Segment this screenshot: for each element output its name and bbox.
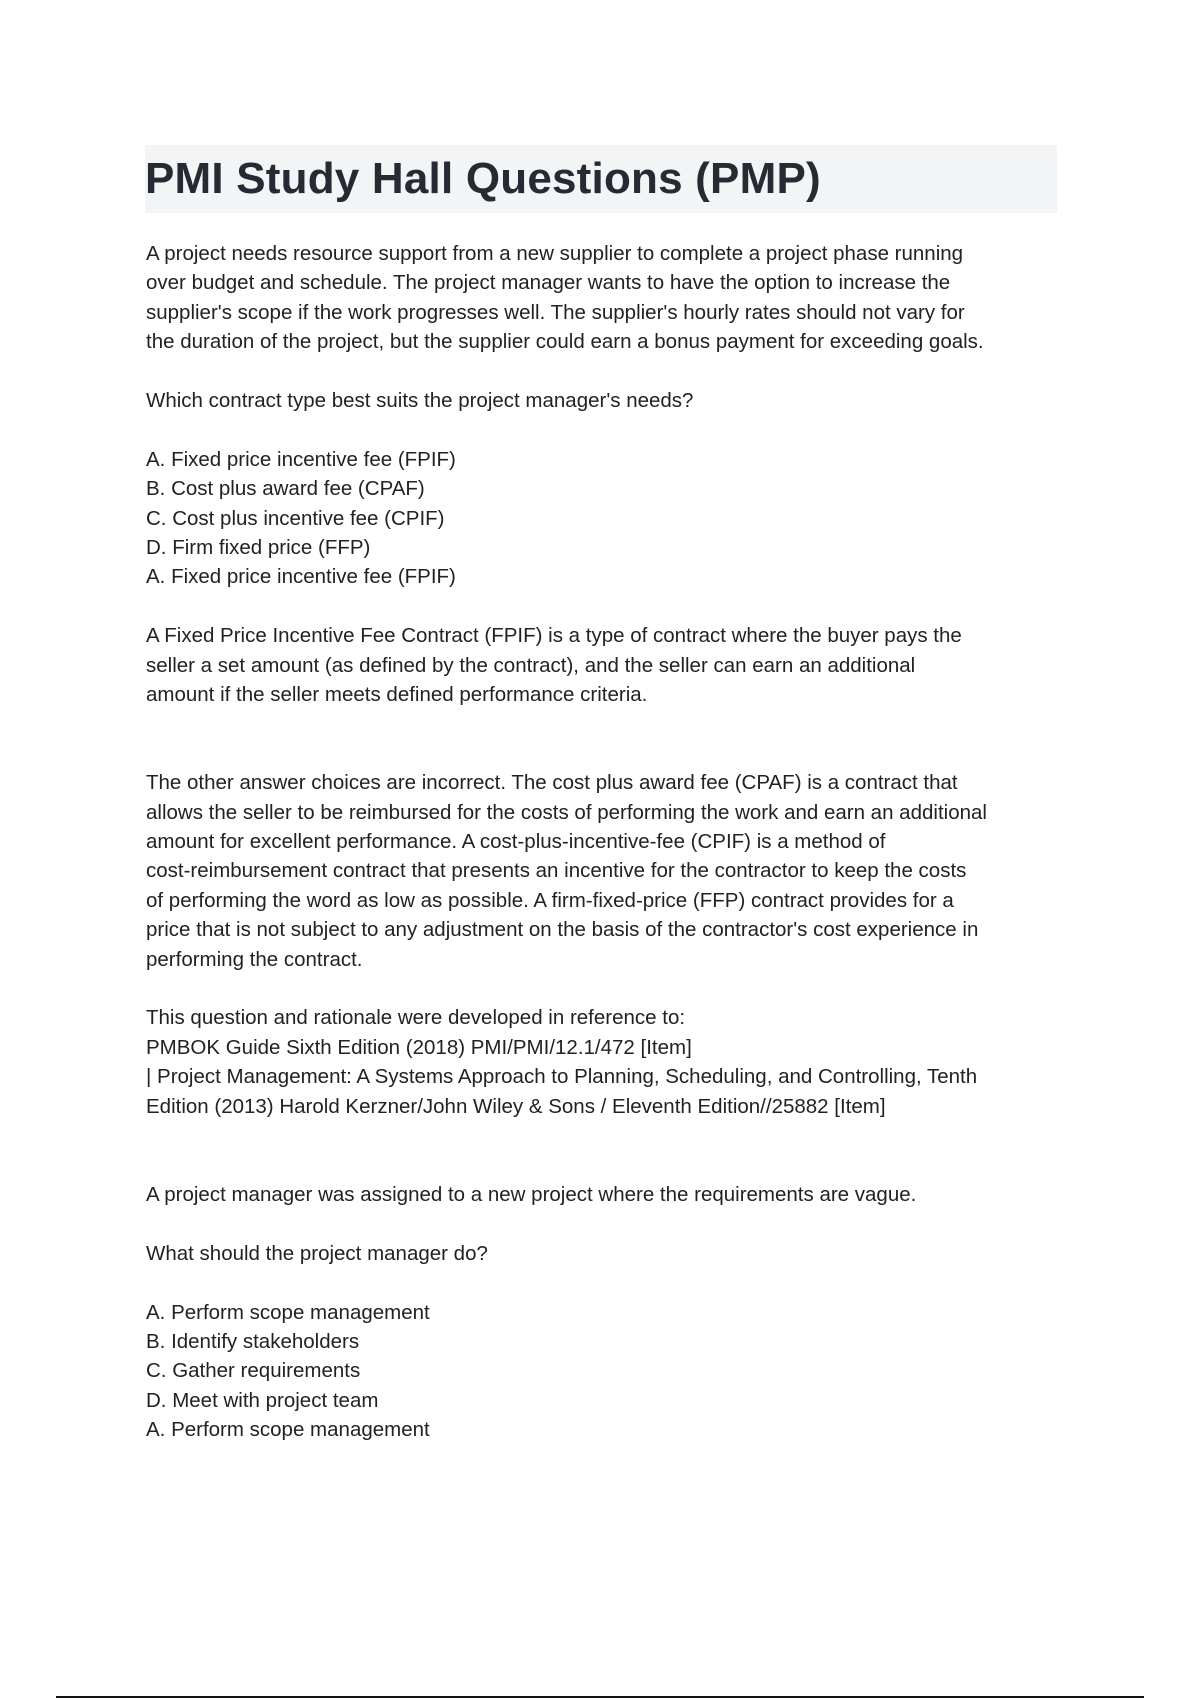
question-1-rationale-line: performing the contract. [146, 947, 363, 971]
question-1-stem-line: the duration of the project, but the supplier could earn a bonus payment for exceeding goals. [146, 330, 984, 354]
question-1-rationale-line: amount for excellent performance. A cost-plus-incentive-fee (CPIF) is a method of [146, 830, 886, 854]
question-1-reference-line: Edition (2013) Harold Kerzner/John Wiley & Sons / Eleventh Edition//25882 [Item] [146, 1094, 886, 1118]
question-1-rationale [146, 768, 1066, 974]
question-2-option-d: D. Meet with project team [146, 1388, 379, 1412]
question-1-option-c: C. Cost plus incentive fee (CPIF) [146, 506, 445, 530]
question-1-rationale-line: The other answer choices are incorrect. The cost plus award fee (CPAF) is a contract that [146, 771, 958, 795]
question-1-stem [146, 239, 1066, 357]
question-1-option-a: A. Fixed price incentive fee (FPIF) [146, 447, 456, 471]
question-2-stem [146, 1180, 1066, 1209]
page-title: PMI Study Hall Questions (PMP) [145, 154, 821, 203]
document-body [146, 239, 1066, 1474]
question-1-reference-line: This question and rationale were developed in reference to: [146, 1006, 686, 1030]
question-1-reference-line: | Project Management: A Systems Approach to Planning, Scheduling, and Controlling, Tenth [146, 1065, 978, 1089]
question-1-prompt: Which contract type best suits the project manager's needs? [146, 389, 694, 413]
question-2-option-c: C. Gather requirements [146, 1359, 361, 1383]
question-1-reference [146, 1003, 1066, 1121]
question-1-stem-line: supplier's scope if the work progresses well. The supplier's hourly rates should not vary for [146, 300, 965, 324]
question-1-explanation-line: amount if the seller meets defined performance criteria. [146, 683, 648, 707]
question-1-explanation [146, 621, 1066, 709]
question-1-answer: A. Fixed price incentive fee (FPIF) [146, 565, 456, 589]
question-1-stem-line: A project needs resource support from a new supplier to complete a project phase running [146, 242, 964, 265]
question-2-answer: A. Perform scope management [146, 1418, 430, 1442]
question-1-option-d: D. Firm fixed price (FFP) [146, 536, 371, 560]
question-2-stem-line: A project manager was assigned to a new project where the requirements are vague. [146, 1182, 917, 1206]
question-2-options [146, 1298, 1066, 1445]
question-2-option-a: A. Perform scope management [146, 1300, 430, 1324]
question-2-option-b: B. Identify stakeholders [146, 1329, 360, 1353]
footer-rule [56, 1696, 1144, 1698]
question-1-rationale-line: cost-reimbursement contract that presents an incentive for the contractor to keep the costs [146, 859, 967, 883]
question-2-prompt: What should the project manager do? [146, 1241, 488, 1265]
question-1-reference-line: PMBOK Guide Sixth Edition (2018) PMI/PMI/12.1/472 [Item] [146, 1035, 692, 1059]
question-1-stem-line: over budget and schedule. The project manager wants to have the option to increase the [146, 271, 951, 295]
question-1-option-b: B. Cost plus award fee (CPAF) [146, 477, 425, 501]
question-1-explanation-line: A Fixed Price Incentive Fee Contract (FPIF) is a type of contract where the buyer pays the [146, 624, 962, 648]
question-1-rationale-line: allows the seller to be reimbursed for the costs of performing the work and earn an additional [146, 800, 987, 824]
question-1-options [146, 445, 1066, 592]
question-1-rationale-line: price that is not subject to any adjustment on the basis of the contractor's cost experience in [146, 918, 979, 942]
question-1-rationale-line: of performing the word as low as possible. A firm-fixed-price (FFP) contract provides for a [146, 888, 954, 912]
question-1-explanation-line: seller a set amount (as defined by the contract), and the seller can earn an additional [146, 653, 916, 677]
